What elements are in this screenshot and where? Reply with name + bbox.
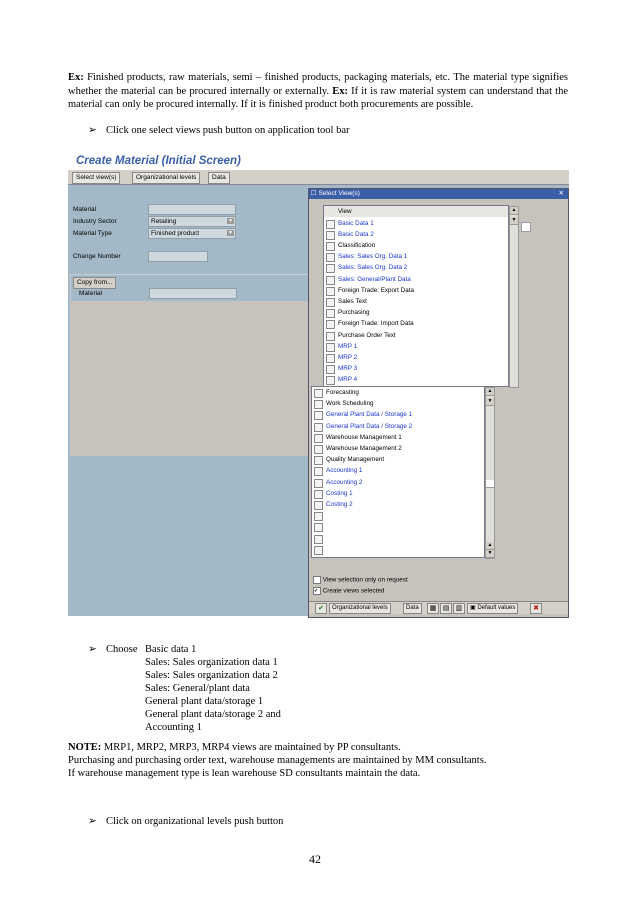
material-input[interactable] [148, 204, 236, 215]
view-row[interactable] [324, 318, 508, 329]
view-selection-option[interactable] [313, 576, 408, 584]
view-row[interactable] [324, 285, 508, 296]
intro-paragraph [68, 71, 568, 112]
view-checkbox[interactable] [326, 298, 335, 307]
scroll-down-icon[interactable]: ▼ [511, 217, 517, 223]
view-label: Purchase Order Text [338, 331, 396, 339]
change-number-input[interactable] [148, 251, 208, 262]
empty-row[interactable] [312, 521, 484, 532]
view-row[interactable] [324, 240, 508, 251]
footer-data-button[interactable]: Data [403, 603, 422, 614]
note-block [68, 741, 486, 780]
select-views-dialog [308, 188, 569, 618]
scrollbar[interactable] [509, 206, 519, 388]
view-label: Sales: General/Plant Data [338, 275, 411, 283]
bullet-arrow-icon: ➢ [88, 816, 97, 827]
dialog-footer [309, 601, 568, 614]
view-row[interactable] [324, 363, 508, 374]
view-row[interactable] [324, 229, 508, 240]
view-label: Costing 1 [326, 489, 353, 497]
view-row[interactable] [312, 454, 484, 465]
view-label: Foreign Trade: Import Data [338, 320, 414, 328]
scroll-up-icon[interactable]: ▲ [487, 542, 493, 548]
view-checkbox[interactable] [314, 411, 323, 420]
intro-text-2: If it is raw material system can understand that the material can only be procured internally. If it is finished product both procurements are possible. [68, 85, 568, 111]
view-row[interactable] [312, 421, 484, 432]
view-checkbox[interactable] [326, 287, 335, 296]
view-label: MRP 2 [338, 353, 358, 361]
view-row[interactable] [324, 262, 508, 273]
note-line-2: Purchasing and purchasing order text, warehouse managements are maintained by MM consultants. [68, 755, 487, 766]
page-number: 42 [309, 852, 321, 866]
dialog-titlebar [309, 189, 568, 199]
view-label: General Plant Data / Storage 1 [326, 411, 413, 419]
choose-item: Sales: Sales organization data 1 [145, 657, 278, 668]
view-checkbox[interactable] [314, 389, 323, 398]
view-checkbox[interactable] [326, 220, 335, 229]
scrollbar[interactable] [485, 387, 495, 559]
view-label: Warehouse Management 1 [326, 433, 402, 441]
view-checkbox[interactable] [326, 231, 335, 240]
select-all-icon[interactable]: ▦ [427, 603, 439, 614]
view-checkbox[interactable] [314, 445, 323, 454]
default-values-icon: ▣ [470, 605, 478, 611]
view-checkbox[interactable] [326, 320, 335, 329]
view-checkbox[interactable] [314, 467, 323, 476]
empty-row[interactable] [312, 533, 484, 544]
dialog-title: Select View(s) [318, 190, 360, 197]
views-list-bottom [311, 386, 493, 558]
view-label: Foreign Trade: Export Data [338, 286, 414, 294]
block-icon[interactable]: ▥ [453, 603, 465, 614]
view-row[interactable] [324, 296, 508, 307]
view-row[interactable] [324, 374, 508, 385]
screen-title: Create Material (Initial Screen) [76, 155, 241, 167]
view-label: Accounting 1 [326, 467, 363, 475]
view-row[interactable] [324, 341, 508, 352]
views-list-top [323, 205, 517, 387]
view-row[interactable] [324, 218, 508, 229]
view-label: MRP 4 [338, 376, 358, 384]
empty-row[interactable] [312, 544, 484, 555]
view-label: Forecasting [326, 389, 359, 396]
view-label: Purchasing [338, 309, 370, 317]
view-label: Basic Data 1 [338, 219, 374, 227]
deselect-icon[interactable]: ▤ [440, 603, 452, 614]
view-row[interactable] [312, 477, 484, 488]
bullet-choose [88, 643, 196, 656]
view-row[interactable] [312, 499, 484, 510]
list-header [324, 206, 508, 217]
view-checkbox[interactable] [326, 242, 335, 251]
view-row[interactable] [324, 274, 508, 285]
copy-from-box [70, 274, 312, 302]
view-checkbox[interactable] [314, 400, 323, 409]
view-row[interactable] [324, 330, 508, 341]
close-icon[interactable]: ✕ [558, 190, 564, 197]
material-type-value: Finished product [151, 230, 200, 237]
choose-item: General plant data/storage 2 and [145, 709, 281, 720]
scroll-thumb[interactable] [486, 480, 494, 488]
view-checkbox[interactable] [326, 354, 335, 363]
view-checkbox[interactable] [326, 264, 335, 273]
bullet-org-levels [88, 815, 283, 828]
data-button[interactable]: Data [208, 172, 230, 184]
view-checkbox[interactable] [326, 309, 335, 318]
default-values-button[interactable] [467, 603, 518, 614]
industry-sector-select[interactable] [148, 216, 236, 227]
view-checkbox[interactable] [314, 535, 323, 544]
view-label: Warehouse Management 2 [326, 445, 402, 452]
view-checkbox[interactable] [314, 523, 323, 532]
option1-label: View selection only on request [322, 576, 408, 584]
bullet-arrow-icon: ➢ [88, 125, 97, 136]
organizational-levels-button[interactable]: Organizational levels [132, 172, 200, 184]
view-row[interactable] [312, 398, 484, 409]
view-label: Classification [338, 241, 376, 249]
dropdown-icon[interactable]: ▼ [228, 218, 233, 224]
bullet-text: Click one select views push button on application tool bar [106, 125, 350, 136]
view-row[interactable] [324, 307, 508, 318]
view-row[interactable] [312, 409, 484, 420]
choose-item: Sales: General/plant data [145, 683, 250, 694]
material-type-label: Material Type [73, 230, 112, 237]
note-text-1: MRP1, MRP2, MRP3, MRP4 views are maintained by PP consultants. [101, 742, 401, 753]
view-label: Sales Text [338, 297, 367, 305]
choose-label: Choose [106, 644, 138, 655]
copy-material-input[interactable] [149, 288, 237, 299]
bullet-text: Click on organizational levels push button [106, 816, 284, 827]
copy-from-header: Copy from... [73, 277, 116, 289]
note-line-1 [68, 741, 486, 754]
ex-label: Ex: [68, 72, 84, 83]
view-label: Sales: Sales Org. Data 2 [338, 264, 408, 272]
view-checkbox[interactable] [314, 546, 323, 555]
footer-org-levels-button[interactable]: Organizational levels [329, 603, 391, 614]
view-checkbox[interactable] [326, 343, 335, 352]
choose-list [145, 656, 281, 734]
industry-sector-label: Industry Sector [73, 218, 117, 225]
view-checkbox[interactable] [314, 423, 323, 432]
scroll-thumb[interactable] [521, 222, 531, 232]
list-header-label: View [338, 208, 352, 215]
view-checkbox[interactable] [314, 434, 323, 443]
view-label: Work Scheduling [326, 400, 374, 408]
view-checkbox[interactable] [326, 376, 335, 385]
view-label: Quality Management [326, 456, 385, 464]
bullet-select-views [88, 124, 350, 137]
choose-item: Accounting 1 [145, 722, 202, 733]
industry-sector-value: Retailing [151, 218, 177, 225]
note-line-3: If warehouse management type is lean warehouse SD consultants maintain the data. [68, 768, 421, 779]
view-label: Basic Data 2 [338, 230, 374, 238]
view-row[interactable] [312, 443, 484, 454]
copy-material-label: Material [79, 290, 103, 297]
material-type-select[interactable] [148, 228, 236, 239]
ex-label-2: Ex: [332, 85, 348, 97]
view-label: MRP 3 [338, 365, 358, 373]
scroll-down-icon[interactable]: ▼ [487, 550, 493, 556]
change-number-label: Change Number [73, 253, 121, 260]
view-checkbox[interactable] [326, 365, 335, 374]
checkbox-unchecked[interactable] [313, 576, 321, 584]
choose-item: Sales: Sales organization data 2 [145, 670, 278, 681]
scroll-up-icon[interactable]: ▲ [511, 207, 517, 213]
view-checkbox[interactable] [326, 253, 335, 262]
view-label: General Plant Data / Storage 2 [326, 422, 413, 430]
dropdown-icon[interactable]: ▼ [228, 230, 233, 236]
default-values-label: Default values [477, 605, 516, 611]
view-row[interactable] [324, 352, 508, 363]
view-checkbox[interactable] [326, 276, 335, 285]
cancel-icon[interactable]: ✖ [530, 603, 542, 614]
view-label: MRP 1 [338, 342, 358, 350]
dialog-icon: ☐ [309, 190, 319, 197]
choose-item: General plant data/storage 1 [145, 696, 264, 707]
option2-label: Create views selected [322, 587, 385, 595]
application-toolbar [68, 170, 569, 185]
view-label: Costing 2 [326, 501, 353, 508]
choose-item: Basic data 1 [145, 644, 197, 655]
view-checkbox[interactable] [314, 512, 323, 521]
empty-grey-area [70, 301, 310, 456]
note-label: NOTE: [68, 742, 102, 753]
view-checkbox[interactable] [314, 490, 323, 499]
select-views-button[interactable]: Select view(s) [72, 172, 120, 184]
view-row[interactable] [324, 251, 508, 262]
bullet-arrow-icon: ➢ [88, 644, 97, 655]
view-checkbox[interactable] [314, 479, 323, 488]
view-label: Accounting 2 [326, 478, 363, 486]
checkmark-icon[interactable]: ✔ [315, 603, 327, 614]
scroll-up-icon[interactable]: ▲ [487, 388, 493, 394]
view-row[interactable] [312, 432, 484, 443]
view-checkbox[interactable] [314, 456, 323, 465]
view-row[interactable] [312, 387, 484, 398]
scroll-down-icon[interactable]: ▼ [487, 398, 493, 404]
create-views-option[interactable] [313, 587, 384, 595]
sap-screen [68, 170, 569, 616]
intro-text-1: Finished products, raw materials, semi – finished products, packaging materials, etc. The material type signifies whether the material can be procured internally or externally. [68, 72, 568, 97]
checkbox-checked-icon[interactable]: ✔ [313, 587, 321, 595]
view-row[interactable] [312, 488, 484, 499]
view-label: Sales: Sales Org. Data 1 [338, 253, 408, 261]
empty-row[interactable] [312, 510, 484, 521]
view-checkbox[interactable] [314, 501, 323, 510]
view-row[interactable] [312, 465, 484, 476]
material-label: Material [73, 206, 97, 213]
view-checkbox[interactable] [326, 332, 335, 341]
